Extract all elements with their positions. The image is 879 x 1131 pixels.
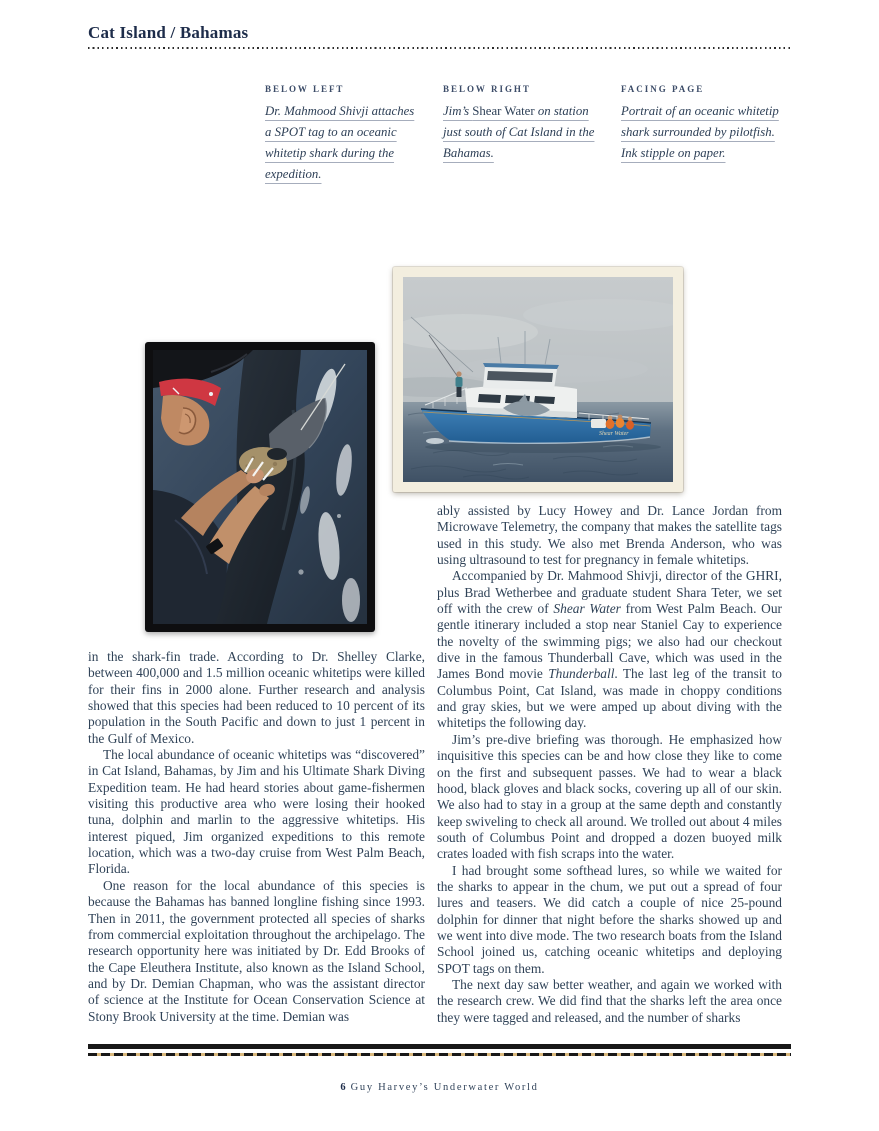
paragraph-text: Accompanied by Dr. Mahmood Shivji, director of the GHRI, plus Brad Wetherbee and graduate student Shara Teter, we set off with the crew of [437, 568, 782, 617]
section-title: Cat Island / Bahamas [88, 23, 249, 42]
caption-text [443, 101, 601, 164]
dotted-rule [88, 47, 791, 49]
caption-label: BELOW RIGHT [443, 84, 531, 94]
boat-illustration [403, 277, 673, 482]
page-footer [88, 1082, 791, 1093]
caption-below-right [443, 84, 601, 185]
movie-title-italic: Thunderball [548, 666, 615, 682]
caption-text-italic: Jim’s [443, 104, 473, 118]
bottom-rule-solid [88, 1044, 791, 1049]
boat-hull-name: Shear Water [599, 431, 629, 437]
shark-tagging-illustration [153, 350, 367, 624]
paragraph: I had brought some softhead lures, so while we waited for the sharks to appear in the chum, we put out a spread of four lures and teasers. We did catch a couple of nice 25-pound dolphin for dinner that night before the sharks showed up and we went into dive mode. The two research boats from the Island School joined us, catching oceanic whitetips and deploying SPOT tags on them. [437, 862, 782, 976]
caption-text-italic: on station just south of Cat Island in the Bahamas. [443, 104, 595, 160]
boat-name-italic: Shear Water [553, 601, 621, 617]
paragraph: in the shark-fin trade. According to Dr. Shelley Clarke, between 400,000 and 1.5 million oceanic whitetips were killed for their fins in 2000 alone. Further research and analysis showed that this species had been reduced to 10 percent of its population in the South Pacific and down to just 1 percent in the Gulf of Mexico. [88, 649, 425, 746]
caption-label: FACING PAGE [621, 84, 705, 94]
paragraph-text: from West Palm Beach. Our gentle itinerary included a stop near Staniel Cay to experience the novelty of the swimming pigs; we also had our checkout dive in the famous Thunderball Cave, which was used in the James Bond movie [437, 601, 782, 682]
paragraph: ably assisted by Lucy Howey and Dr. Lance Jordan from Microwave Telemetry, the company that makes the satellite tags used in this study. We also met Brenda Anderson, who was using ultrasound to test for pregnancy in female whitetips. [437, 503, 782, 568]
caption-below-left [265, 84, 423, 185]
paragraph [437, 568, 782, 731]
paragraph-text: . The last leg of the transit to Columbus Point, Cat Island, was made in choppy conditions and gray skies, but we were amped up about diving with the whitetips the following day. [437, 666, 782, 731]
caption-text: Dr. Mahmood Shivji attaches a SPOT tag to an oceanic whitetip shark during the expedition. [265, 104, 415, 181]
caption-facing-page [621, 84, 785, 185]
shark-tagging-photo [145, 342, 375, 632]
paragraph: The next day saw better weather, and again we worked with the research crew. We did find that the sharks left the area once they were tagged and released, and the number of sharks [437, 976, 782, 1025]
captions-row [265, 84, 785, 185]
caption-label: BELOW LEFT [265, 84, 345, 94]
book-title: Guy Harvey’s Underwater World [350, 1082, 539, 1093]
page-number: 6 [340, 1082, 346, 1093]
caption-text: Portrait of an oceanic whitetip shark surrounded by pilotfish. Ink stipple on paper. [621, 104, 779, 160]
paragraph: The local abundance of oceanic whitetips was “discovered” in Cat Island, Bahamas, by Jim and his Ultimate Shark Diving Expedition team. He had heard stories about game-fishermen visiting this productive area who were losing their hooked tuna, dolphin and marlin to the aggressive whitetips. His interest piqued, Jim organized expeditions to this remote location, which was a two-day cruise from West Palm Beach, Florida. [88, 747, 425, 877]
bottom-rule-dashed [88, 1053, 791, 1056]
boat-name-roman: Shear Water [472, 104, 535, 118]
left-text-column [88, 649, 425, 1025]
paragraph: One reason for the local abundance of this species is because the Bahamas has banned longline fishing since 1993. Then in 2011, the government protected all species of sharks from commercial exploitation throughout the archipelago. The research opportunity here was initiated by Dr. Edd Brooks of the Cape Eleuthera Institute, also known as the Island School, and by Dr. Demian Chapman, who was the assistant director of science at the Institute for Ocean Conservation Science at Stony Brook University at the time. Demian was [88, 877, 425, 1024]
boat-photo-polaroid [393, 267, 683, 492]
paragraph: Jim’s pre-dive briefing was thorough. He emphasized how inquisitive this species can be and how close they like to come on the first and subsequent passes. We had to wear a black hood, black gloves and black socks, covering up all of our skin. We also had to stay in a group at the same depth and constantly keep swiveling to check all around. We trolled out about 4 miles south of Columbus Point and dropped a dozen buoyed milk crates loaded with fish scraps into the water. [437, 731, 782, 862]
right-text-column [437, 503, 782, 1026]
